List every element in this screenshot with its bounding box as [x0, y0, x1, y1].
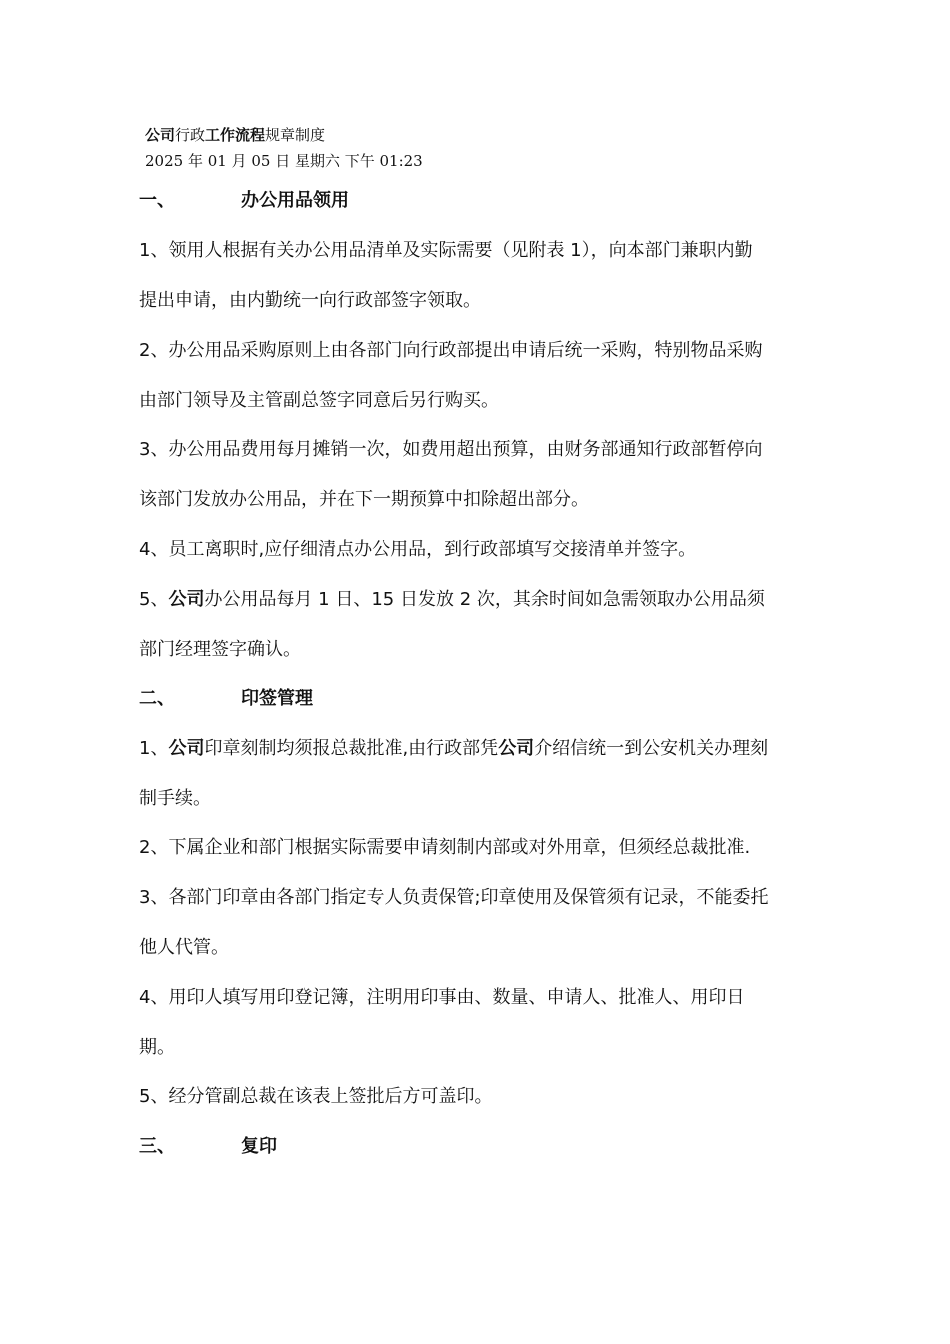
paragraph-line: 4、用印人填写用印登记簿，注明用印事由、数量、申请人、批准人、用印日	[139, 987, 745, 1008]
paragraph-line: 2、办公用品采购原则上由各部门向行政部提出申请后统一采购，特别物品采购	[139, 340, 763, 361]
title-bold-part: 工作流程	[205, 126, 266, 144]
section-heading-2	[139, 686, 313, 712]
company-bold: 公司	[498, 738, 535, 759]
section-heading-1	[139, 188, 349, 214]
item-number: 5、	[139, 589, 169, 610]
paragraph-line: 制手续。	[139, 788, 211, 809]
paragraph-line: 期。	[139, 1037, 175, 1058]
section-title: 办公用品领用	[241, 190, 349, 211]
paragraph-line: 提出申请，由内勤统一向行政部签字领取。	[139, 290, 481, 311]
paragraph-line	[139, 587, 765, 613]
paragraph-line: 5、经分管副总裁在该表上签批后方可盖印。	[139, 1086, 493, 1107]
paragraph-line: 由部门领导及主管副总签字同意后另行购买。	[139, 390, 499, 411]
section-number: 一、	[139, 190, 175, 211]
section-title: 复印	[241, 1136, 277, 1157]
title-part-2: 规章制度	[265, 126, 326, 144]
paragraph-line: 他人代管。	[139, 937, 229, 958]
item-text: 介绍信统一到公安机关办理刻	[534, 738, 769, 759]
paragraph-line: 部门经理签字确认。	[139, 639, 301, 660]
paragraph-line: 3、办公用品费用每月摊销一次，如费用超出预算，由财务部通知行政部暂停向	[139, 439, 763, 460]
section-heading-3	[139, 1134, 277, 1160]
paragraph-line	[139, 736, 768, 762]
section-number: 二、	[139, 688, 175, 709]
document-title	[145, 124, 325, 146]
company-bold: 公司	[168, 738, 205, 759]
company-bold: 公司	[168, 589, 205, 610]
item-text: 办公用品每月 1 日、15 日发放 2 次，其余时间如急需领取办公用品须	[204, 589, 765, 610]
item-number: 1、	[139, 738, 169, 759]
document-date: 2025 年 01 月 05 日 星期六 下午 01:23	[145, 152, 423, 170]
paragraph-line: 3、各部门印章由各部门指定专人负责保管;印章使用及保管须有记录，不能委托	[139, 887, 769, 908]
paragraph-line: 4、员工离职时,应仔细清点办公用品，到行政部填写交接清单并签字。	[139, 539, 697, 560]
paragraph-line: 2、下属企业和部门根据实际需要申请刻制内部或对外用章，但须经总裁批准.	[139, 837, 751, 858]
title-part-1: 行政	[175, 126, 206, 144]
paragraph-line: 该部门发放办公用品，并在下一期预算中扣除超出部分。	[139, 489, 589, 510]
section-number: 三、	[139, 1136, 175, 1157]
section-title: 印签管理	[241, 688, 313, 709]
paragraph-line: 1、领用人根据有关办公用品清单及实际需要（见附表 1），向本部门兼职内勤	[139, 240, 753, 261]
item-text: 印章刻制均须报总裁批准,由行政部凭	[204, 738, 499, 759]
title-company: 公司	[145, 126, 176, 144]
